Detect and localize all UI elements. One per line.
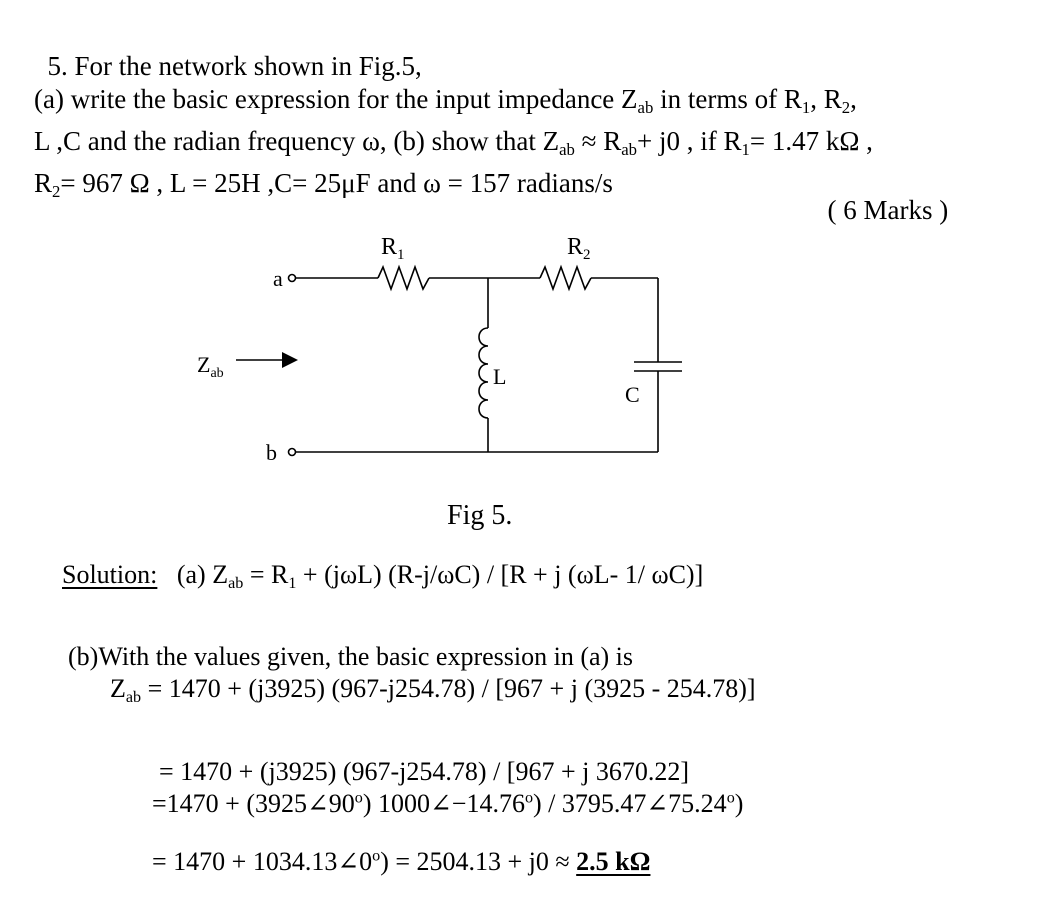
capacitor-label: C	[625, 382, 640, 407]
terminal-b	[289, 449, 296, 456]
figure-caption: Fig 5.	[447, 500, 513, 531]
zab-arrowhead	[282, 352, 298, 368]
solution-equation-2: = 1470 + (j3925) (967-j254.78) / [967 + j 3670.22]	[159, 757, 689, 786]
r2-label: $R_2$	[567, 234, 591, 263]
r1-label: $R_1$	[381, 234, 405, 263]
question-line-1: (a) write the basic expression for the input impedance $Z_{ab}$ in terms of $R_1$, $R_2$,	[34, 84, 857, 118]
node-a-label: a	[273, 266, 283, 291]
final-answer: 2.5 kΩ	[576, 847, 651, 876]
solution-part-a: Solution: (a) $Z_{ab} = R_1 + (j\omega L)$ (R-j/ωC) / [R + j (ωL- 1/ ωC)]	[62, 560, 704, 592]
question-header: 5. For the network shown in Fig.5,	[47, 51, 422, 81]
solution-equation-1: $Z_{ab} = 1470 + (j3925)$ (967-j254.78) / [967 + j (3925 - 254.78)]	[110, 674, 756, 706]
terminal-a	[289, 275, 296, 282]
question-line-3: $R_2= 967$ Ω , L = 25H ,C= 25μF and ω = 157 radians/s	[34, 168, 613, 202]
node-b-label: b	[266, 440, 277, 465]
marks-label: ( 6 Marks )	[827, 195, 949, 225]
inductor-symbol	[479, 328, 488, 418]
solution-equation-4: = $1470 + 1034.13\angle 0^o) = 2504.13 + j0 \approx 2.5$ kΩ	[152, 847, 651, 876]
zab-label: $Z_{ab}$	[197, 352, 224, 381]
resistor-r1-symbol	[378, 267, 429, 289]
question-line-2: L ,C and the radian frequency ω, (b) show that $Z_{ab} \approx R_{ab}+ j0$ , if $R_1= 1.47$ kΩ ,	[34, 126, 873, 160]
inductor-label: L	[493, 364, 507, 389]
solution-part-b-intro: (b)With the values given, the basic expression in (a) is	[68, 642, 634, 671]
resistor-r2-symbol	[540, 267, 591, 289]
solution-equation-3: $=1470 + (3925\angle 90^o)$ $1000\angle-14.76^o$) / 3795.47∠75.24$^o$)	[152, 789, 744, 818]
